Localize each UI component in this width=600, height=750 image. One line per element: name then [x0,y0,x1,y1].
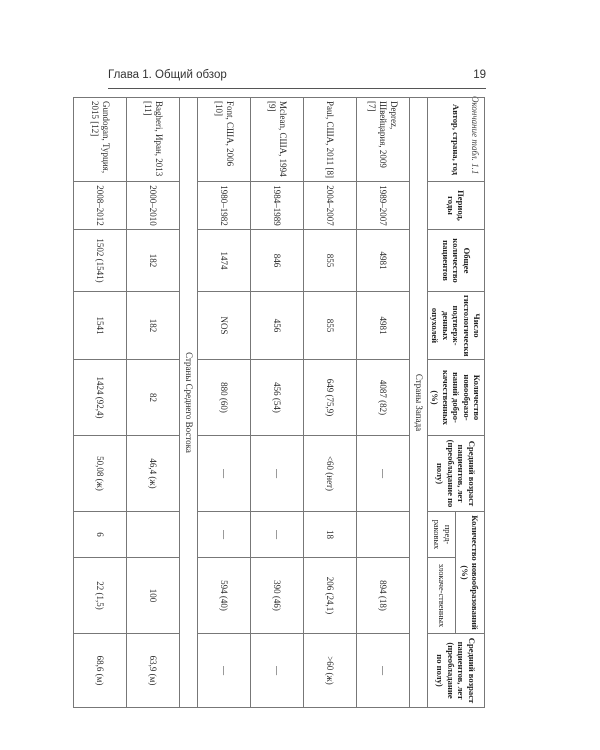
header-total: Общее количество пациентов [427,230,484,292]
header-age2: Средний возраст пациентов, лет (преобладание по полу) [427,634,484,708]
cell-malign: 390 (46) [250,558,303,634]
cell-benign: 82 [126,360,179,436]
cell-total: 1474 [197,230,250,292]
cell-author: Bagheri, Иран, 2013 [11] [126,98,179,182]
cell-histo: 182 [126,292,179,360]
cell-author: Deprez, Швейцария, 2009 [7] [356,98,409,182]
header-author: Автор, страна, год [427,98,484,182]
chapter-title: Глава 1. Общий обзор [108,69,227,81]
cell-period: 1989–2007 [356,182,409,230]
table-caption: Окончание табл. 1.1 [470,96,480,175]
table-row [303,98,356,708]
cell-benign: 1424 (92,4) [73,360,126,436]
cell-total: 1502 (1541) [73,230,126,292]
cell-age2: 63,9 (м) [126,634,179,708]
cell-age2: >60 (ж) [303,634,356,708]
table-row [73,98,126,708]
rotated-table-container [89,97,485,707]
page-number: 19 [473,69,486,81]
cell-period: 2008–2012 [73,182,126,230]
cell-benign: 4087 (82) [356,360,409,436]
cell-histo: 1541 [73,292,126,360]
cell-histo: 456 [250,292,303,360]
section-title: Страны Среднего Востока [179,98,197,708]
header-age1: Средний возраст пациентов, лет (преобладание по полу) [427,436,484,512]
cell-malign: 100 [126,558,179,634]
cell-age2: — [356,634,409,708]
header-benign: Количество новообразо-ваний добро-качественных (%) [427,360,484,436]
cell-age1: 50,08 (ж) [73,436,126,512]
cell-age1: — [356,436,409,512]
cell-age1: — [197,436,250,512]
cell-malign: 894 (18) [356,558,409,634]
header-malign: злокаче-ственных [427,558,455,634]
cell-age2: — [197,634,250,708]
cell-author: Font, США, 2006 [10] [197,98,250,182]
cell-benign: 880 (60) [197,360,250,436]
cell-pre: — [250,512,303,558]
cell-period: 2000–2010 [126,182,179,230]
cell-author: Mclean, США, 1994 [9] [250,98,303,182]
table-row [356,98,409,708]
section-row [409,98,427,708]
cell-total: 182 [126,230,179,292]
cell-age1: <60 (нет) [303,436,356,512]
cell-period: 2004–2007 [303,182,356,230]
cell-pre: 6 [73,512,126,558]
cell-period: 1980–1982 [197,182,250,230]
cell-benign: 456 (54) [250,360,303,436]
cell-age2: — [250,634,303,708]
cell-histo: 4981 [356,292,409,360]
cell-total: 4981 [356,230,409,292]
cell-pre [356,512,409,558]
cell-malign: 594 (40) [197,558,250,634]
cell-age1: 46,4 (ж) [126,436,179,512]
running-header [108,66,486,88]
cell-benign: 649 (75,9) [303,360,356,436]
cell-total: 855 [303,230,356,292]
table-row [250,98,303,708]
cell-malign: 22 (1,5) [73,558,126,634]
cell-pre [126,512,179,558]
section-title: Страны Запада [409,98,427,708]
header-rule [108,88,486,89]
cell-age1: — [250,436,303,512]
cell-author: Paul, США, 2011 [8] [303,98,356,182]
header-histo: Число гистологически подтверж-денных опухолей [427,292,484,360]
cell-age2: 68,6 (м) [73,634,126,708]
cell-histo: NOS [197,292,250,360]
header-pre: пред-раковых [427,512,455,558]
cell-pre: — [197,512,250,558]
section-row [179,98,197,708]
header-malign-group: Количество новообразований (%) [456,512,485,634]
cell-pre: 18 [303,512,356,558]
header-row [456,98,485,708]
cell-period: 1984–1989 [250,182,303,230]
header-period: Период, годы [427,182,484,230]
data-table [73,97,485,708]
cell-histo: 855 [303,292,356,360]
table-row [197,98,250,708]
cell-total: 846 [250,230,303,292]
cell-malign: 206 (24,1) [303,558,356,634]
table-row [126,98,179,708]
cell-author: Gundogan, Турция, 2015 [12] [73,98,126,182]
